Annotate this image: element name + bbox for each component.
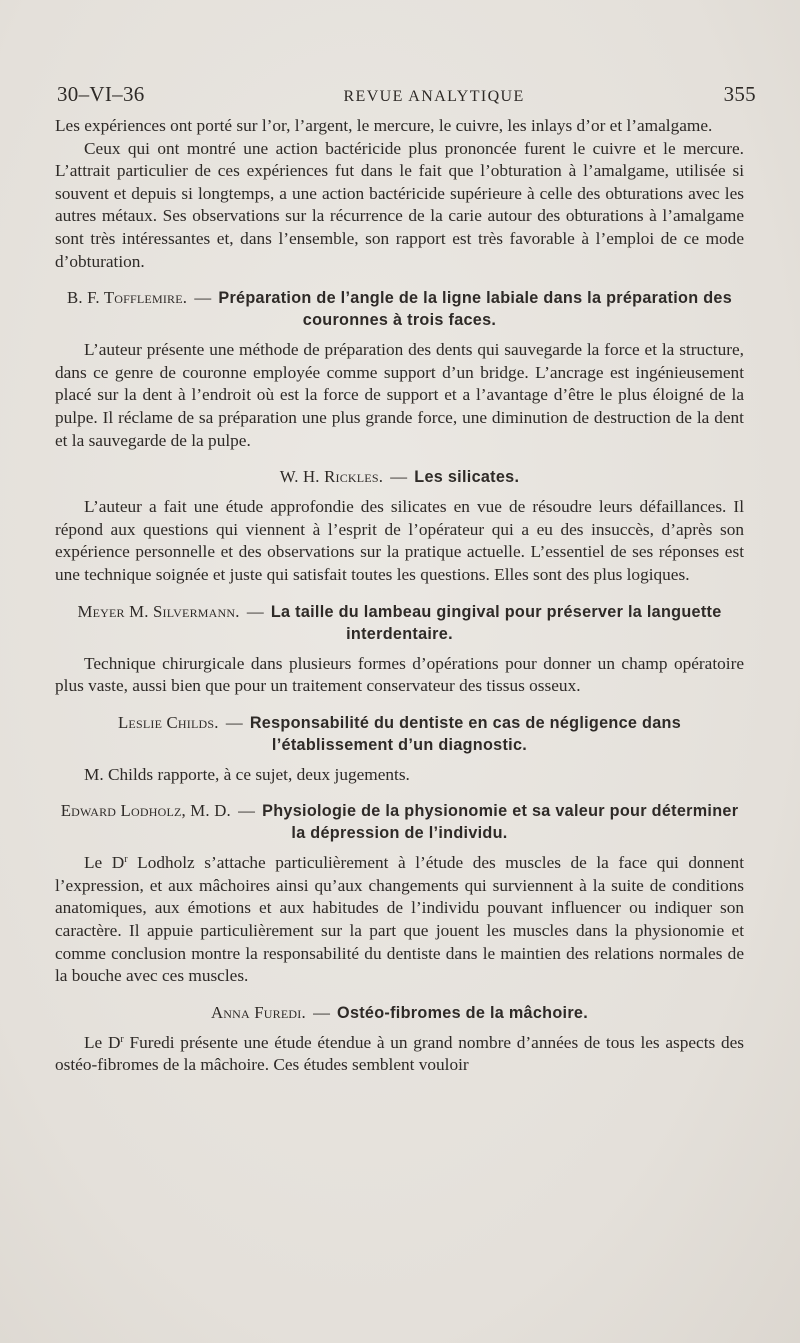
article-heading (55, 601, 744, 645)
article-heading (55, 712, 744, 756)
doctor-superscript: r (124, 854, 128, 866)
article-body: L’auteur a fait une étude approfondie des silicates en vue de résoudre leurs défaillances. Il répond aux questions qui viennent à l’esprit de l’opérateur qui a eu des insuccès, d’après son expérience personnelle et des observations sur la pratique actuelle. L’essentiel de ses réponses est une technique soignée et juste qui satisfait toutes les questions. Elles sont des plus logiques. (55, 497, 744, 584)
article-title: La taille du lambeau gingival pour préserver la languette interdentaire. (270, 602, 722, 643)
article-title: Les silicates. (414, 468, 520, 487)
article-rickles (55, 466, 744, 586)
heading-dash: — (225, 712, 243, 732)
heading-dash: — (246, 601, 264, 621)
intro-section (55, 115, 744, 273)
article-title: Responsabilité du dentiste en cas de négligence dans l’établissement d’un diagnostic. (249, 713, 681, 754)
article-childs (55, 712, 744, 787)
article-author: Leslie Childs. (117, 712, 219, 732)
article-author: Anna Furedi. (210, 1002, 306, 1022)
article-body: M. Childs rapporte, à ce sujet, deux jugements. (84, 764, 410, 784)
intro-paragraph-1: Les expériences ont porté sur l’or, l’argent, le mercure, le cuivre, les inlays d’or et l’amalgame. (55, 116, 713, 135)
article-silvermann (55, 601, 744, 698)
article-author: Meyer M. Silvermann. (77, 601, 240, 621)
journal-section-title: REVUE ANALYTIQUE (343, 88, 525, 105)
article-lodholz (55, 800, 744, 988)
doctor-superscript: r (120, 1033, 124, 1045)
article-author: B. F. Tofflemire. (66, 288, 188, 308)
article-title: Ostéo-fibromes de la mâchoire. (337, 1003, 589, 1022)
article-body (55, 852, 744, 988)
article-heading (55, 287, 744, 331)
body-text: Furedi présente une étude étendue à un grand nombre d’années de tous les aspects des ostéo-fibromes de la mâchoire. Ces études semblent vouloir (55, 1032, 744, 1075)
article-heading (55, 1002, 744, 1024)
heading-dash: — (313, 1002, 330, 1022)
article-title: Physiologie de la physionomie et sa valeur pour déterminer la dépression de l’individu. (262, 802, 739, 843)
body-prefix: Le D (84, 853, 125, 873)
issue-date: 30–VI–36 (57, 82, 145, 106)
heading-dash: — (390, 467, 408, 487)
article-furedi (55, 1002, 744, 1077)
article-tofflemire (55, 287, 744, 452)
body-text: Lodholz s’attache particulièrement à l’étude des muscles de la face qui donnent l’expression, et aux mâchoires ainsi qu’aux changements qui surviennent à la suite de conditions anatomiques, aux émotions et aux habitudes de l’individu pouvant influencer ou indiquer son caractère. Il appuie particulièrement sur la part que jouent les muscles dans la physionomie et comme conclusion montre la responsabilité du dentiste dans le maintien des relations normales de la bouche avec ces muscles. (55, 853, 744, 986)
running-header (57, 82, 756, 107)
heading-dash: — (238, 801, 255, 821)
intro-paragraph-2: Ceux qui ont montré une action bactéricide plus prononcée furent le cuivre et le mercure. L’attrait particulier de ces expériences fut dans le fait que l’obturation à l’amalgame, utilisée si souvent et depuis si longtemps, a une action bactéricide supérieure à celle des obturations avec les autres métaux. Ses observations sur la récurrence de la carie autour des obturations à l’amalgame sont très intéressantes et, dans l’ensemble, son rapport est très favorable à l’emploi de ce mode d’obturation. (55, 138, 744, 271)
article-heading (55, 800, 744, 844)
page-number: 355 (723, 82, 756, 106)
article-body (55, 1032, 744, 1077)
article-body: Technique chirurgicale dans plusieurs formes d’opérations pour donner un champ opératoire plus vaste, aussi bien que pour un traitement conservateur des tissus osseux. (55, 653, 744, 696)
article-author: W. H. Rickles. (279, 467, 384, 487)
article-title: Préparation de l’angle de la ligne labiale dans la préparation des couronnes à trois faces. (218, 289, 733, 330)
article-body: L’auteur présente une méthode de préparation des dents qui sauvegarde la force et la structure, dans ce genre de couronne employée comme support d’un bridge. L’ancrage est ingénieusement placé sur la dent à l’endroit où est la force de support et a l’avantage d’être le plus éloigné de la pulpe. Il réclame de sa préparation une plus grande force, une diminution de destruction de la dent et la sauvegarde de la pulpe. (55, 340, 744, 450)
article-author: Edward Lodholz, M. D. (60, 801, 231, 821)
article-heading (55, 466, 744, 488)
body-prefix: Le D (84, 1032, 121, 1052)
heading-dash: — (194, 288, 212, 308)
